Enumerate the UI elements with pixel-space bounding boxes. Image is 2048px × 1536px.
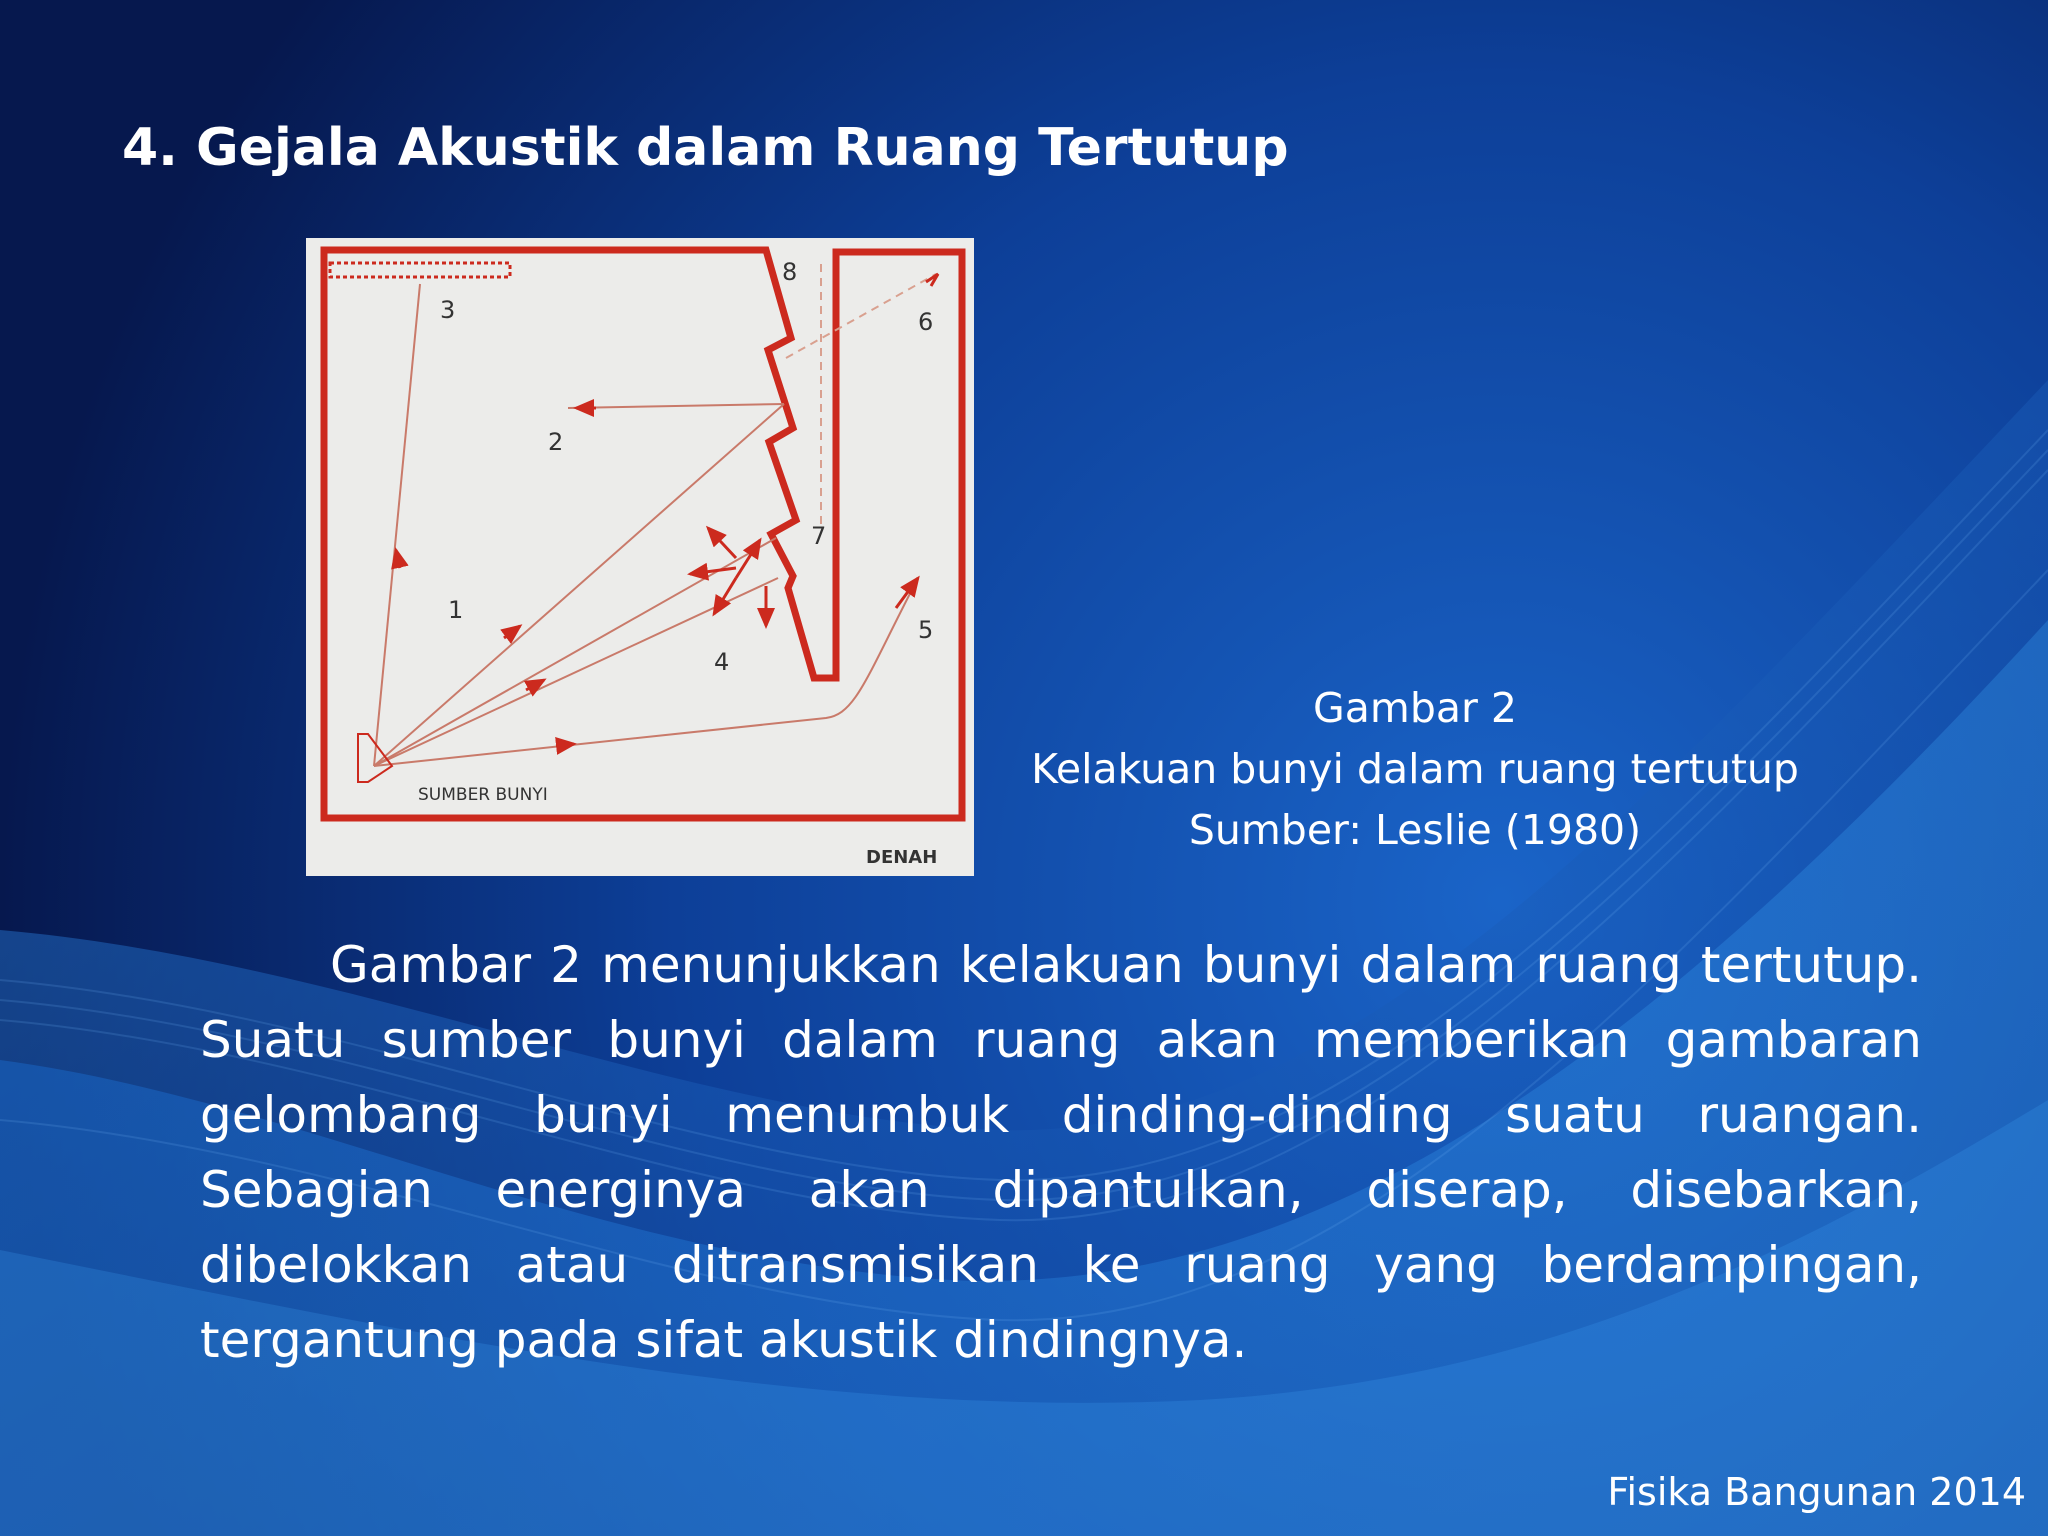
label-1: 1 xyxy=(448,596,464,624)
label-source: SUMBER BUNYI xyxy=(418,785,548,805)
body-paragraph: Gambar 2 menunjukkan kelakuan bunyi dalam ruang tertutup. Suatu sumber bunyi dalam ruang akan memberikan gambaran gelombang bunyi menumbuk dinding-dinding suatu ruangan. Sebagian energinya akan dipantulkan, diserap, disebarkan, dibelokkan atau ditransmisikan ke ruang yang berdampingan, tergantung pada sifat akustik dindingnya. xyxy=(200,936,1922,1369)
label-5: 5 xyxy=(918,616,934,644)
scatter-c xyxy=(714,578,736,614)
label-4: 4 xyxy=(714,648,730,676)
arrow-5 xyxy=(556,744,574,746)
ray-3 xyxy=(374,284,420,766)
ray-6-dashed xyxy=(786,274,936,358)
arrow-1 xyxy=(504,626,520,638)
caption-source: Sumber: Leslie (1980) xyxy=(1188,806,1642,854)
arrow-3 xyxy=(396,550,400,568)
caption-description: Kelakuan bunyi dalam ruang tertutup xyxy=(1031,745,1799,793)
label-7: 7 xyxy=(811,522,827,550)
label-8: 8 xyxy=(782,258,798,286)
room-plan-figure xyxy=(306,238,974,876)
room-wall xyxy=(324,250,962,818)
scatter-a xyxy=(708,528,736,558)
label-plan: DENAH xyxy=(866,847,938,868)
label-3: 3 xyxy=(440,296,456,324)
caption-figure-number: Gambar 2 xyxy=(1313,684,1517,732)
label-6: 6 xyxy=(918,308,934,336)
ray-1 xyxy=(374,404,784,766)
absorber-panel xyxy=(330,263,510,277)
label-2: 2 xyxy=(548,428,564,456)
figure-caption xyxy=(1010,678,1820,861)
slide-title: 4. Gejala Akustik dalam Ruang Tertutup xyxy=(122,118,1289,178)
arrow-5b xyxy=(896,578,918,608)
footer-text: Fisika Bangunan 2014 xyxy=(1607,1470,2026,1514)
room-plan-diagram xyxy=(306,238,974,876)
ray-2 xyxy=(568,404,784,408)
